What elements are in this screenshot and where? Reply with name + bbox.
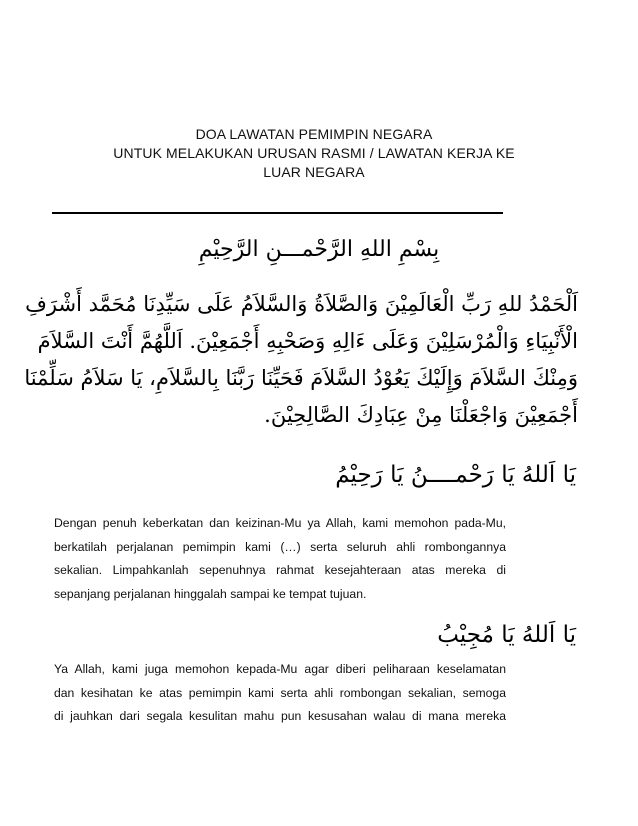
document-title	[40, 125, 588, 182]
title-line-2: UNTUK MELAKUKAN URUSAN RASMI / LAWATAN KERJA KE	[113, 145, 515, 161]
paragraph-1-line-1: Dengan penuh keberkatan dan keizinan-Mu ya Allah, kami memohon pada-Mu,	[54, 516, 506, 530]
arabic-line-4: أَجْمَعِيْنَ وَاجْعَلْنَا مِنْ عِبَادِكَ الصَّالِحِيْنَ.	[264, 403, 578, 427]
title-line-3: LUAR NEGARA	[263, 164, 365, 180]
arabic-line-2: الْأَنْبِيَاءِ وَالْمُرْسَلِيْنَ وَعَلَى ءَالِهِ وَصَحْبِهِ أَجْمَعِيْنَ. اَللَّهُمَّ أَنْتَ السَّلاَمَ	[37, 329, 578, 353]
paragraph-2-line-3: di jauhkan dari segala kesulitan mahu pun kesusahan walau di mana mereka	[54, 709, 506, 723]
paragraph-1-line-3: sekalian. Limpahkanlah sepenuhnya rahmat kesejahteraan atas mereka di	[54, 563, 506, 577]
horizontal-rule	[52, 212, 503, 214]
basmalah: بِسْمِ اللهِ الرَّحْمـــنِ الرَّحِيْمِ	[198, 237, 440, 262]
paragraph-1-line-2: berkatilah perjalanan pemimpin kami (…) serta seluruh ahli rombongannya	[54, 539, 506, 554]
paragraph-2-line-2: dan kesihatan ke atas pemimpin kami serta ahli rombongan sekalian, semoga	[54, 685, 506, 700]
arabic-opening-prayer	[24, 286, 578, 434]
arabic-invocation-1: يَا اَللهُ يَا رَحْمــــنُ يَا رَحِيْمُ	[335, 462, 576, 488]
paragraph-1	[54, 512, 506, 606]
arabic-invocation-2: يَا اَللهُ يَا مُجِيْبُ	[437, 622, 576, 648]
title-line-1: DOA LAWATAN PEMIMPIN NEGARA	[195, 126, 433, 142]
arabic-line-3: وَمِنْكَ السَّلاَمَ وَإِلَيْكَ يَعُوْدُ السَّلاَمَ فَحَيِّنَا رَبَّنَا بِالسَّلاَمِ، يَا سَلاَمُ سَلِّمْنَا	[24, 366, 578, 390]
arabic-line-1: اَلْحَمْدُ للهِ رَبِّ الْعَالَمِيْنَ وَالصَّلاَةُ وَالسَّلاَمُ عَلَى سَيِّدِنَا مُحَمَّد أَشْرَفِ	[25, 292, 578, 316]
paragraph-1-line-4: sepanjang perjalanan hinggalah sampai ke tempat tujuan.	[54, 586, 367, 601]
paragraph-2-line-1: Ya Allah, kami juga memohon kepada-Mu agar diberi peliharaan keselamatan	[54, 662, 506, 676]
paragraph-2	[54, 658, 506, 729]
